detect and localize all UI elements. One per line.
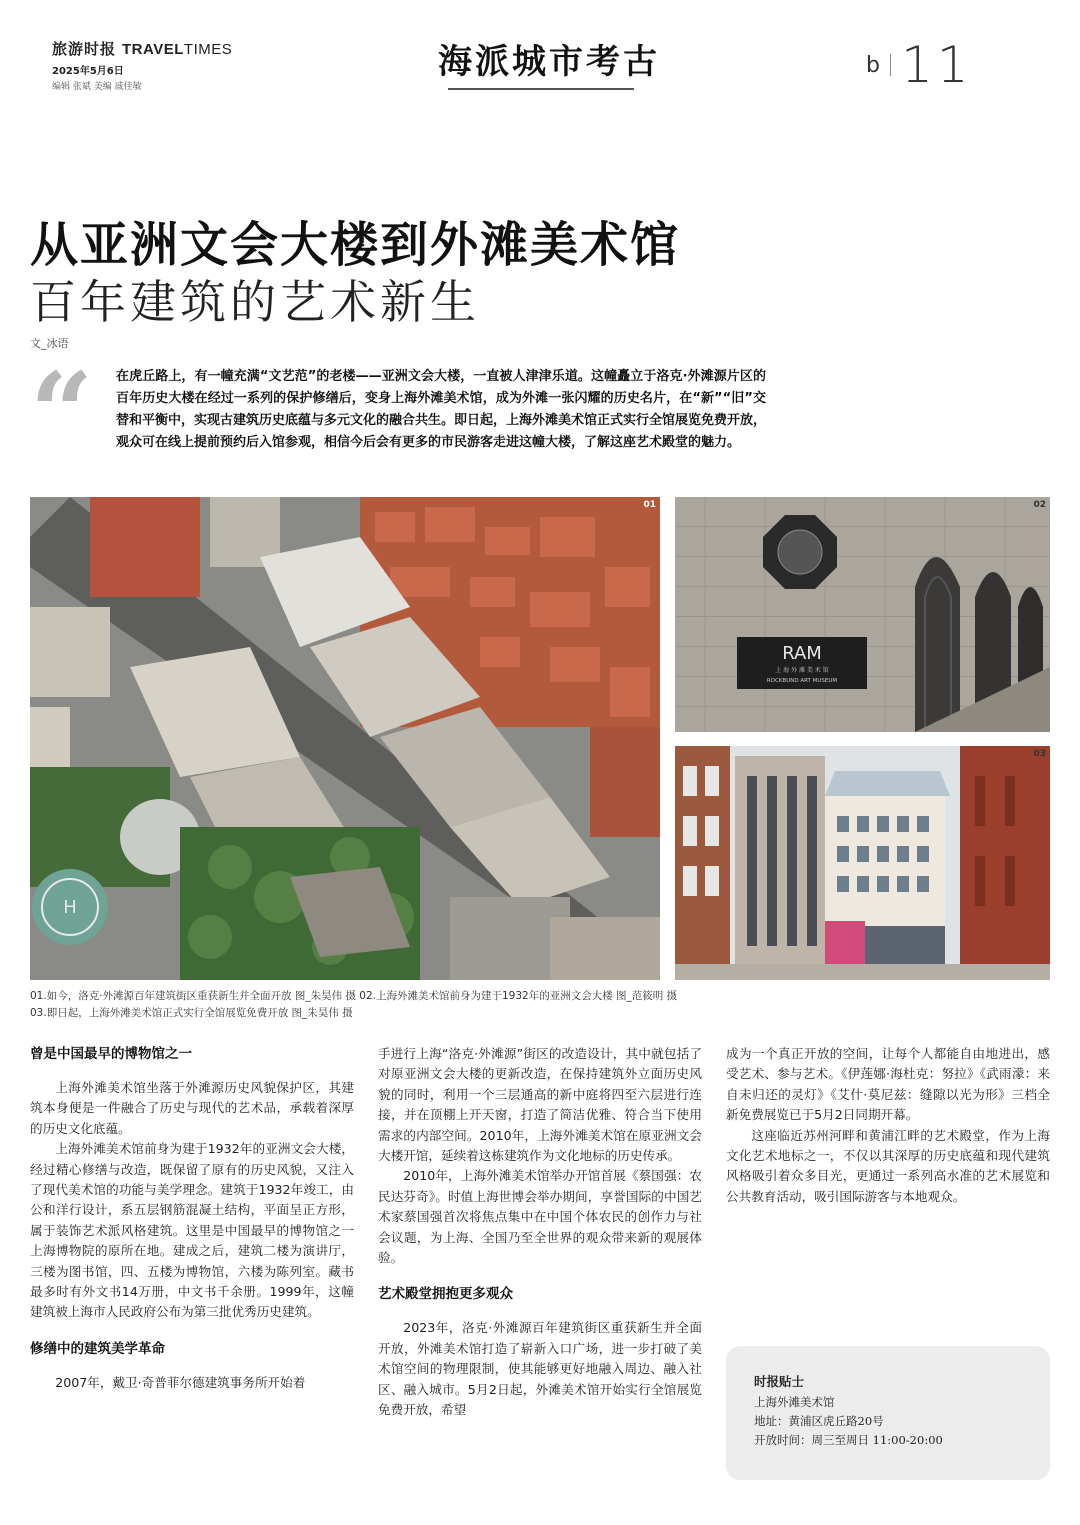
caption-line-1: 01.如今，洛克·外滩源百年建筑街区重获新生并全面开放 图_朱昊伟 摄 02.上海外滩美术馆前身为建于1932年的亚洲文会大楼 图_范筱明 摄: [30, 990, 678, 1002]
photo-courtyard: [675, 746, 1050, 980]
quote-mark-icon: “: [30, 348, 94, 477]
brand-en: [122, 41, 232, 58]
photo-captions: [30, 988, 1060, 1022]
section-heading-audience: 艺术殿堂拥抱更多观众: [378, 1286, 513, 1303]
paragraph: 上海外滩美术馆前身为建于1932年的亚洲文会大楼，经过精心修缮与改造，既保留了原有的历史风貌，又注入了现代美术馆的功能与美学理念。建筑于1932年竣工，由公和洋行设计，系五层钢筋混凝土结构，平面呈正方形，属于装饰艺术派风格建筑。这里是中国最早的博物馆之一上海博物院的原所在地。建成之后，建筑二楼为演讲厅，三楼为图书馆，四、五楼为博物馆，六楼为陈列室。藏书最多时有外文书14万册，中文书千余册。1999年，这幢建筑被上海市人民政府公布为第三批优秀历史建筑。: [30, 1141, 354, 1320]
paragraph: 2007年，戴卫·奇普菲尔德建筑事务所开始着: [55, 1374, 306, 1390]
page-separator: [890, 54, 891, 76]
tips-address: 地址：黄浦区虎丘路20号: [754, 1414, 884, 1428]
page-number: [866, 36, 973, 94]
editors-credit: 编辑 张斌 美编 戚佳敏: [52, 82, 142, 92]
tips-title: 时报贴士: [754, 1374, 805, 1389]
article-column-2: [378, 1044, 702, 1421]
section-heading-renovation: 修缮中的建筑美学革命: [30, 1340, 165, 1357]
sign-en-text: ROCKBUND ART MUSEUM: [766, 678, 838, 684]
paragraph: 2023年，洛克·外滩源百年建筑街区重获新生并全面开放，外滩美术馆打造了崭新入口广场，进一步打破了美术馆空间的物理限制，使其能够更好地融入周边、融入社区、融入城市。5月2日起，外滩美术馆开始实行全馆展览免费开放，希望: [378, 1320, 702, 1418]
paragraph: 上海外滩美术馆坐落于外滩源历史风貌保护区，其建筑本身便是一件融合了历史与现代的艺术品，承载着深厚的历史文化底蕴。: [30, 1080, 354, 1136]
paragraph: 成为一个真正开放的空间，让每个人都能自由地进出，感受艺术、参与艺术。《伊莲娜·海杜克：努拉》《武雨濛：来自未归还的灵灯》《艾什·莫尼兹：缝隙以光为形》三档全新免费展览已于5月2日同期开幕。: [726, 1046, 1050, 1123]
tips-hours: 开放时间：周三至周日 11:00-20:00: [754, 1433, 943, 1447]
article-column-1: [30, 1044, 354, 1393]
brand-en-thin: TIMES: [183, 41, 233, 58]
tips-box: [726, 1346, 1050, 1480]
paragraph: 2010年，上海外滩美术馆举办开馆首展《蔡国强：农民达芬奇》。时值上海世博会举办期间，享誉国际的中国艺术家蔡国强首次将焦点集中在中国个体农民的创作力与社会议题，为上海、全国乃至全世界的观众带来新的观展体验。: [378, 1168, 702, 1266]
tips-museum-name: 上海外滩美术馆: [754, 1395, 835, 1409]
photo-museum-entrance: [675, 497, 1050, 732]
courtyard-illustration: [675, 746, 1050, 980]
photo-number-02: 02: [1033, 500, 1046, 510]
byline: 文_冰语: [30, 337, 69, 350]
page-letter: b: [866, 52, 880, 78]
sign-cn-text: 上 海 外 滩 美 术 馆: [775, 667, 829, 674]
brand-logo: [52, 38, 312, 59]
photo-number-03: 03: [1033, 749, 1046, 759]
paragraph: 这座临近苏州河畔和黄浦江畔的艺术殿堂，作为上海文化艺术地标之一，不仅以其深厚的历史底蕴和现代建筑风格吸引着众多目光，更通过一系列高水准的艺术展览和公共教育活动，吸引国际游客与本地观众。: [726, 1127, 1050, 1204]
aerial-illustration: [30, 497, 660, 980]
paragraph: 手进行上海“洛克·外滩源”街区的改造设计，其中就包括了对原亚洲文会大楼的更新改造，在保持建筑外立面历史风貌的同时，利用一个三层通高的新中庭将四至六层进行连接，并在顶棚上开天窗，打造了简洁优雅、符合当下使用需求的内部空间。2010年，上海外滩美术馆在原亚洲文会大楼开馆，延续着这栋建筑作为文化地标的历史传承。: [378, 1046, 702, 1164]
entrance-illustration: [675, 497, 1050, 732]
article-column-3: [726, 1044, 1050, 1207]
page-digits: 11: [900, 36, 973, 94]
section-heading-museum: 曾是中国最早的博物馆之一: [30, 1046, 192, 1062]
caption-line-2: 03.即日起，上海外滩美术馆正式实行全馆展览免费开放 图_朱昊伟 摄: [30, 1007, 353, 1019]
masthead: [52, 38, 312, 92]
photo-aerial-view: [30, 497, 660, 980]
photo-number-01: 01: [643, 500, 656, 510]
article-subhead: 百年建筑的艺术新生: [30, 275, 480, 329]
section-title: 海派城市考古: [438, 42, 660, 82]
article-headline: 从亚洲文会大楼到外滩美术馆: [30, 217, 681, 273]
lead-paragraph: 在虎丘路上，有一幢充满“文艺范”的老楼——亚洲文会大楼，一直被人津津乐道。这幢矗立于洛克·外滩源片区的百年历史大楼在经过一系列的保护修缮后，变身上海外滩美术馆，成为外滩一张闪耀的历史名片，在“新”“旧”交替和平衡中，实现古建筑历史底蕴与多元文化的融合共生。即日起，上海外滩美术馆正式实行全馆展览免费开放，观众可在线上提前预约后入馆参观，相信今后会有更多的市民游客走进这幢大楼，了解这座艺术殿堂的魅力。: [116, 369, 767, 450]
brand-cn: 旅游时报: [52, 40, 117, 58]
sign-logo-text: RAM: [782, 643, 822, 664]
brand-en-bold: TRAVEL: [122, 41, 184, 58]
section-underline: [448, 88, 634, 90]
issue-date: 2025年5月6日: [52, 66, 124, 77]
svg-text:H: H: [63, 897, 77, 918]
